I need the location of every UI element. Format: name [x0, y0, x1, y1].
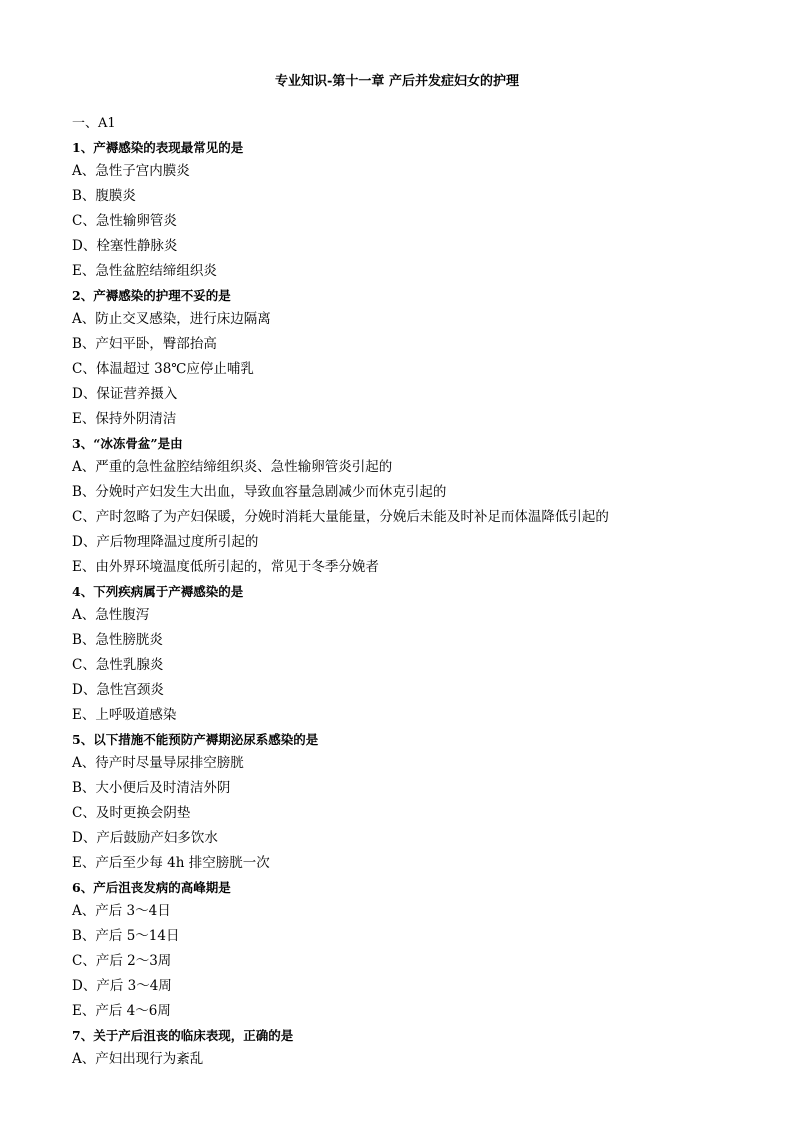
question-stem: 5、以下措施不能预防产褥期泌尿系感染的是: [72, 732, 319, 747]
answer-option: E、产后至少每 4h 排空膀胱一次: [72, 855, 270, 871]
question-stem: 4、下列疾病属于产褥感染的是: [72, 584, 244, 599]
answer-option: D、产后物理降温过度所引起的: [72, 534, 259, 550]
answer-option: E、保持外阴清洁: [72, 411, 177, 427]
answer-option: E、产后 4～6周: [72, 1003, 171, 1019]
page-title: 专业知识-第十一章 产后并发症妇女的护理: [275, 74, 519, 89]
answer-option: D、产后鼓励产妇多饮水: [72, 830, 218, 846]
question-stem: 7、关于产后沮丧的临床表现，正确的是: [72, 1028, 294, 1043]
answer-option: A、严重的急性盆腔结缔组织炎、急性输卵管炎引起的: [72, 459, 393, 475]
answer-option: C、及时更换会阴垫: [72, 805, 191, 821]
answer-option: D、栓塞性静脉炎: [72, 238, 178, 254]
answer-option: E、急性盆腔结缔组织炎: [72, 263, 217, 279]
question-stem: 2、产褥感染的护理不妥的是: [72, 288, 231, 303]
answer-option: B、急性膀胱炎: [72, 632, 163, 648]
question-block: [72, 136, 762, 284]
question-stem: 3、“冰冻骨盆”是由: [72, 436, 183, 451]
answer-option: A、产后 3～4日: [72, 903, 171, 919]
answer-option: C、急性乳腺炎: [72, 657, 164, 673]
question-stem: 6、产后沮丧发病的高峰期是: [72, 880, 231, 895]
answer-option: A、防止交叉感染，进行床边隔离: [72, 311, 271, 327]
answer-option: A、产妇出现行为紊乱: [72, 1051, 204, 1067]
question-block: [72, 1024, 762, 1072]
section-heading: 一、A1: [72, 116, 116, 131]
answer-option: B、分娩时产妇发生大出血，导致血容量急剧减少而休克引起的: [72, 484, 447, 500]
answer-option: C、产后 2～3周: [72, 953, 172, 969]
question-block: [72, 432, 762, 580]
question-list: [72, 136, 762, 1072]
answer-option: A、急性腹泻: [72, 607, 150, 623]
answer-option: A、待产时尽量导尿排空膀胱: [72, 755, 244, 771]
question-block: [72, 580, 762, 728]
question-block: [72, 728, 762, 876]
answer-option: C、急性输卵管炎: [72, 213, 177, 229]
answer-option: C、产时忽略了为产妇保暖，分娩时消耗大量能量，分娩后未能及时补足而体温降低引起的: [72, 509, 609, 525]
answer-option: D、保证营养摄入: [72, 386, 178, 402]
question-stem: 1、产褥感染的表现最常见的是: [72, 140, 244, 155]
answer-option: E、上呼吸道感染: [72, 707, 177, 723]
answer-option: B、腹膜炎: [72, 188, 136, 204]
answer-option: B、产妇平卧，臀部抬高: [72, 336, 217, 352]
answer-option: D、产后 3～4周: [72, 978, 172, 994]
question-block: [72, 876, 762, 1024]
answer-option: C、体温超过 38℃应停止哺乳: [72, 361, 254, 377]
answer-option: D、急性宫颈炎: [72, 682, 164, 698]
answer-option: E、由外界环境温度低所引起的，常见于冬季分娩者: [72, 559, 379, 575]
question-block: [72, 284, 762, 432]
answer-option: B、产后 5～14日: [72, 928, 180, 944]
answer-option: A、急性子宫内膜炎: [72, 163, 190, 179]
answer-option: B、大小便后及时清洁外阴: [72, 780, 231, 796]
